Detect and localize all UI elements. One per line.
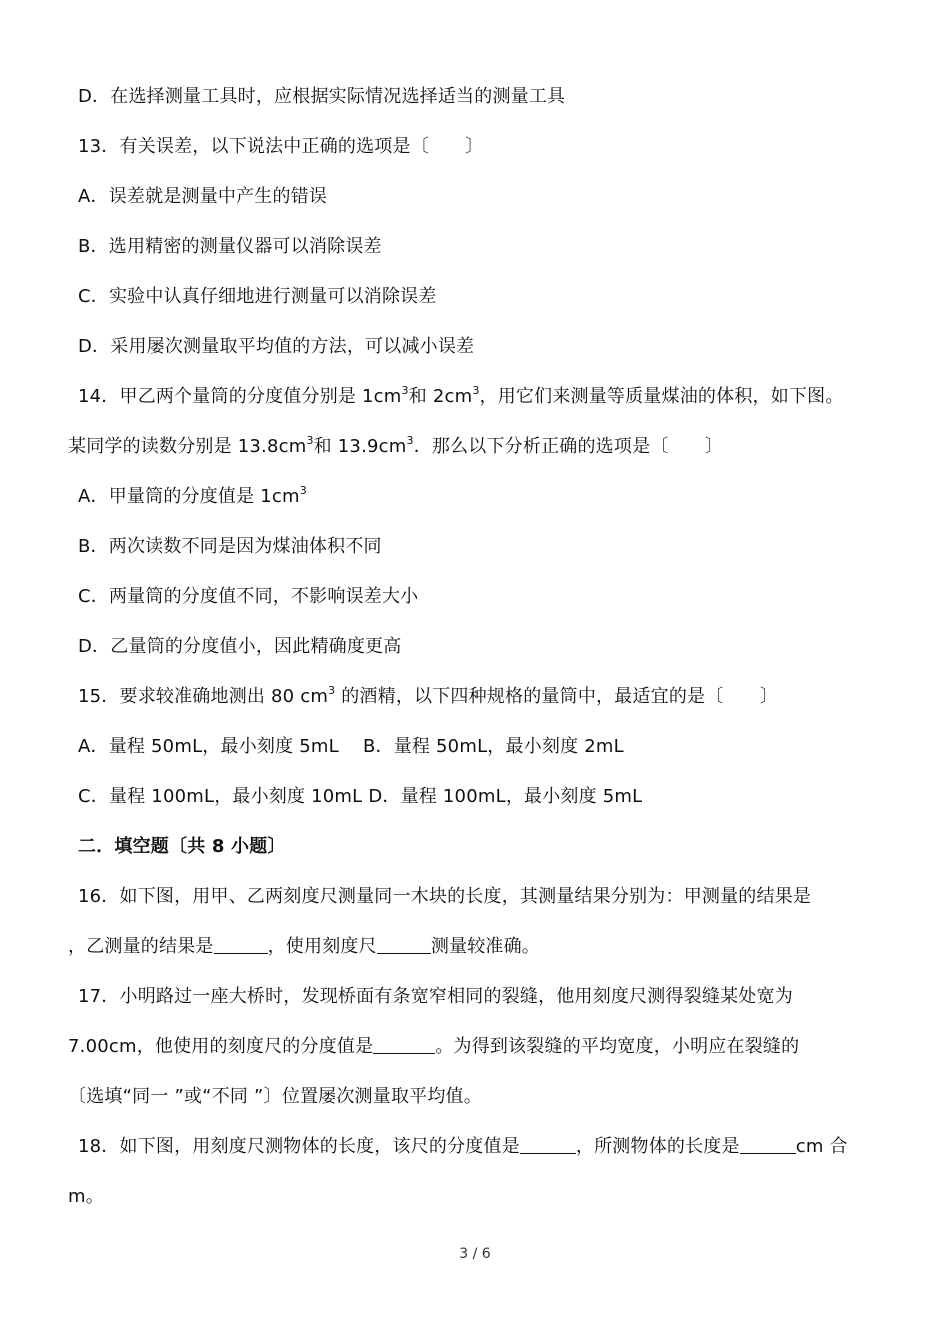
q13-option-d: D．采用屡次测量取平均值的方法，可以减小误差 bbox=[78, 336, 475, 357]
answer-blank bbox=[373, 1035, 435, 1054]
answer-blank bbox=[214, 935, 268, 954]
q15-options-ab: A．量程 50mL，最小刻度 5mL B．量程 50mL，最小刻度 2mL bbox=[78, 736, 624, 757]
q13-stem: 13．有关误差，以下说法中正确的选项是〔 〕 bbox=[78, 136, 484, 157]
page-number: 3 / 6 bbox=[459, 1246, 491, 1262]
q17-line2: 7.00cm，他使用的刻度尺的分度值是 。为得到该裂缝的平均宽度，小明应在裂缝的 bbox=[68, 1036, 800, 1057]
answer-blank bbox=[377, 935, 431, 954]
q12-option-d: D．在选择测量工具时，应根据实际情况选择适当的测量工具 bbox=[78, 86, 566, 107]
answer-blank bbox=[740, 1135, 796, 1154]
q16-line2: ，乙测量的结果是 ，使用刻度尺 测量较准确。 bbox=[68, 936, 541, 957]
q13-option-a: A．误差就是测量中产生的错误 bbox=[78, 186, 328, 207]
q13-option-b: B．选用精密的测量仪器可以消除误差 bbox=[78, 236, 382, 257]
q14-option-b: B．两次读数不同是因为煤油体积不同 bbox=[78, 536, 382, 557]
q14-stem-line2: 某同学的读数分别是 $13.8cm^3$和 $13.9cm^3$．那么以下分析正确的选项是〔 〕 bbox=[68, 434, 724, 457]
q18-line2: m。 bbox=[68, 1186, 104, 1207]
q17-line3: 〔选填“同一 ”或“不同 ”〕位置屡次测量取平均值。 bbox=[68, 1086, 482, 1107]
section-title-fill-in: 二．填空题〔共 8 小题〕 bbox=[78, 836, 286, 857]
q18-line1: 18．如下图，用刻度尺测物体的长度，该尺的分度值是 ，所测物体的长度是 cm 合 bbox=[78, 1136, 848, 1157]
q14-stem-line1: 14．甲乙两个量筒的分度值分别是 $1cm^3$和 $2cm^3$，用它们来测量等质量煤油的体积，如下图。 bbox=[78, 384, 844, 407]
q16-line1: 16．如下图，用甲、乙两刻度尺测量同一木块的长度，其测量结果分别为：甲测量的结果是 bbox=[78, 886, 812, 907]
q15-stem: 15．要求较准确地测出 80 $cm^3$ 的酒精，以下四种规格的量筒中，最适宜的是〔 〕 bbox=[78, 684, 779, 707]
q14-option-a: A．甲量筒的分度值是 $1cm^3$ bbox=[78, 484, 307, 507]
q17-line1: 17．小明路过一座大桥时，发现桥面有条宽窄相同的裂缝，他用刻度尺测得裂缝某处宽为 bbox=[78, 986, 793, 1007]
q15-options-cd: C．量程 100mL，最小刻度 10mL D．量程 100mL，最小刻度 5mL bbox=[78, 786, 643, 807]
q14-option-d: D．乙量筒的分度值小，因此精确度更高 bbox=[78, 636, 402, 657]
q13-option-c: C．实验中认真仔细地进行测量可以消除误差 bbox=[78, 286, 437, 307]
answer-blank bbox=[520, 1135, 576, 1154]
q14-option-c: C．两量筒的分度值不同，不影响误差大小 bbox=[78, 586, 419, 607]
